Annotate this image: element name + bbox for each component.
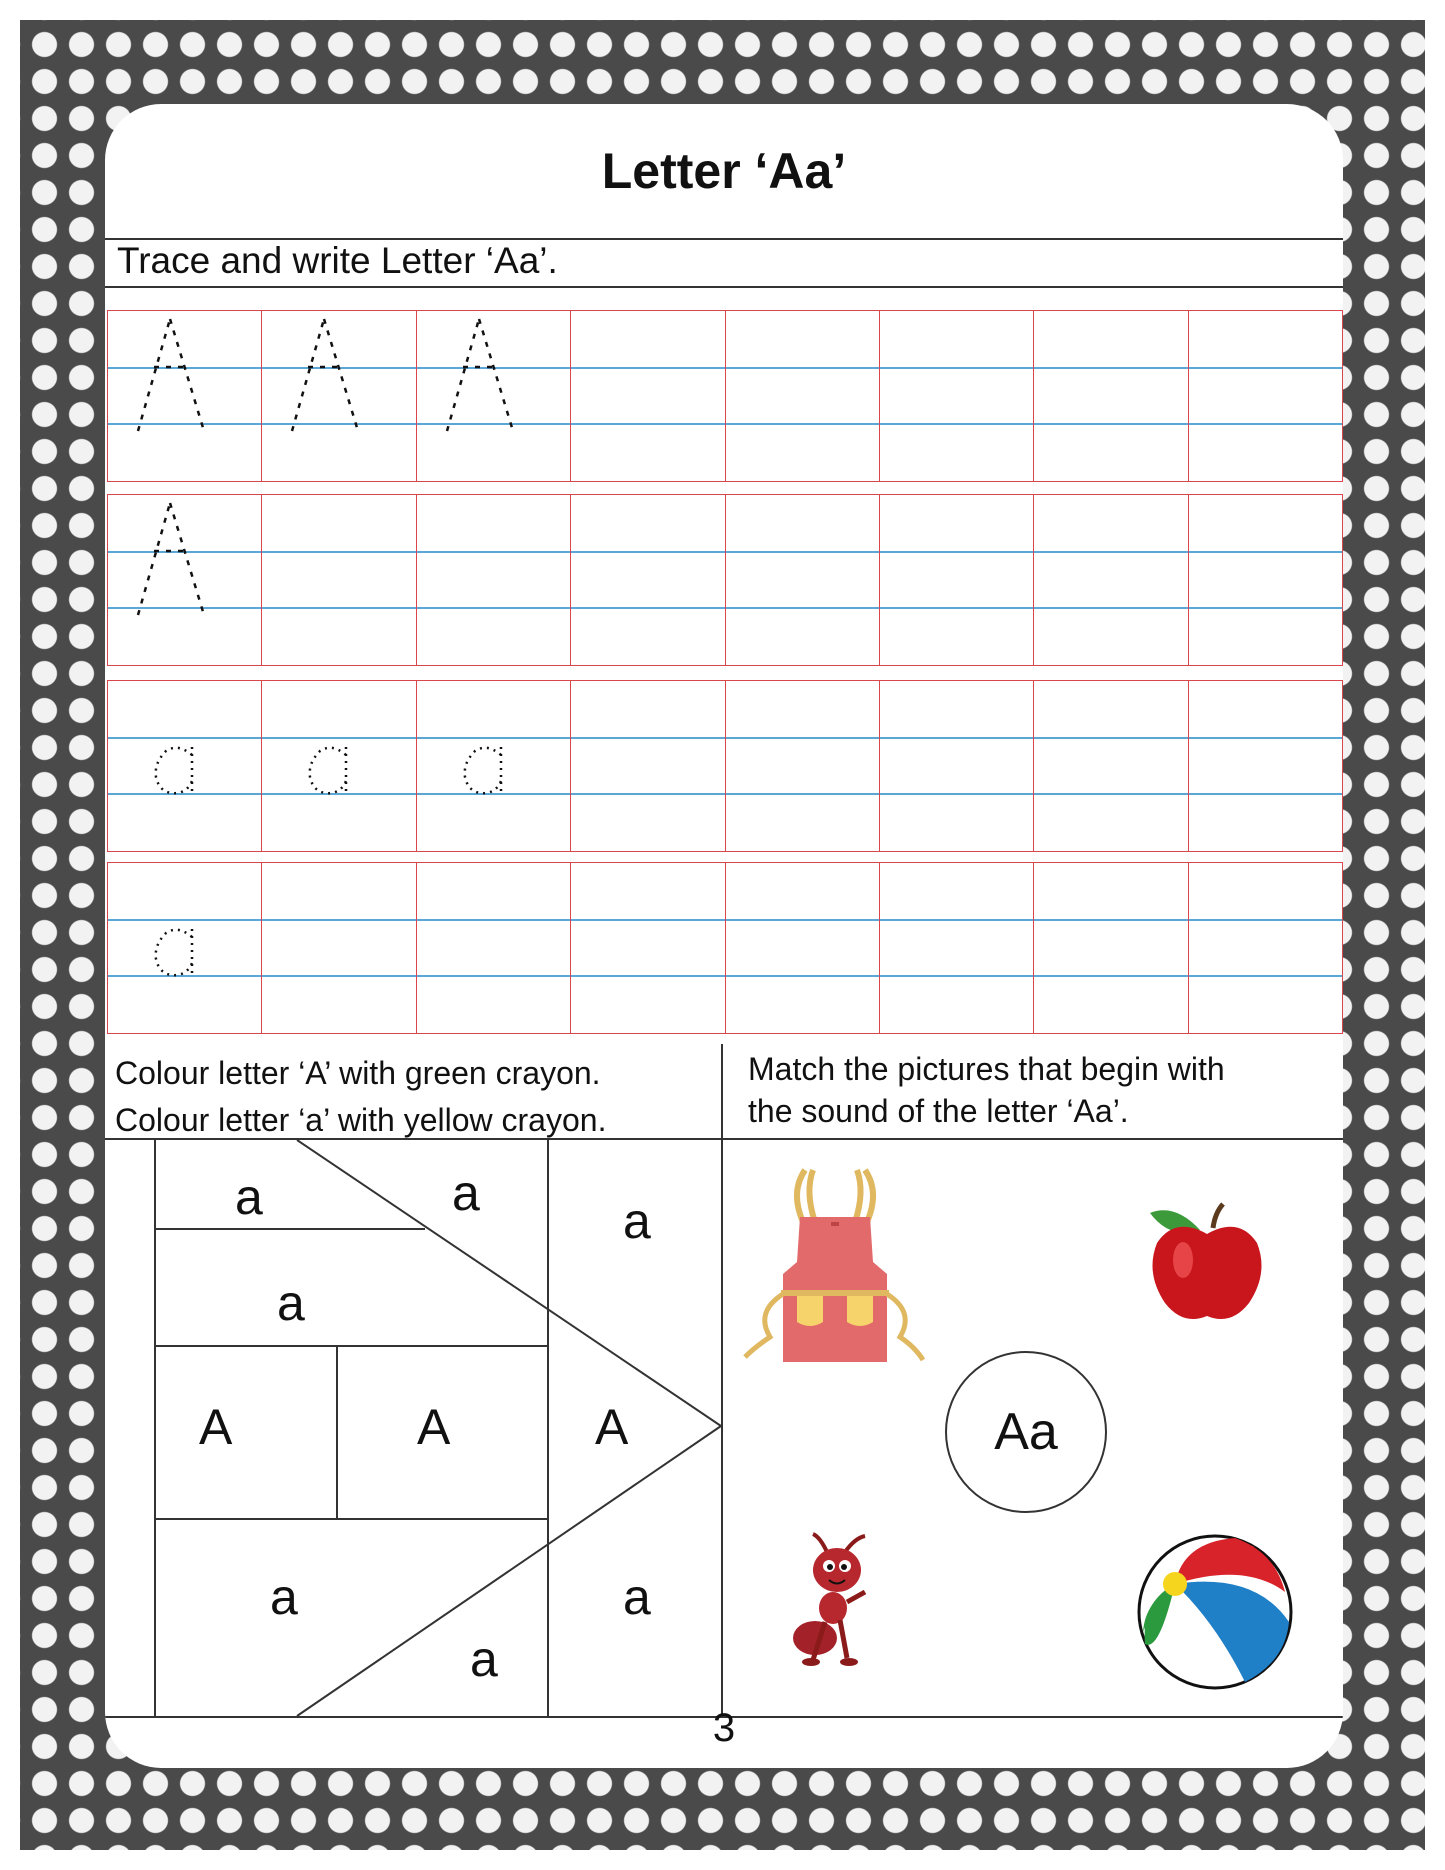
page-number: 3 [712, 1706, 736, 1750]
puzzle-letter[interactable]: a [623, 1569, 651, 1625]
colour-instruction-line: Colour letter ‘a’ with yellow crayon. [115, 1102, 607, 1138]
apron-icon[interactable] [735, 1162, 935, 1372]
puzzle-letter[interactable]: A [199, 1399, 233, 1455]
puzzle-letter[interactable]: a [452, 1165, 480, 1221]
apple-icon[interactable] [1145, 1198, 1270, 1328]
puzzle-letter[interactable]: A [417, 1399, 451, 1455]
aa-center-circle: Aa [945, 1351, 1107, 1513]
match-instruction-line: Match the pictures that begin with [748, 1051, 1225, 1087]
worksheet-card [105, 104, 1343, 1768]
colour-puzzle [105, 104, 1343, 1768]
trace-instruction: Trace and write Letter ‘Aa’. [117, 240, 558, 281]
puzzle-letter[interactable]: a [235, 1169, 263, 1225]
puzzle-letter[interactable]: A [595, 1399, 629, 1455]
puzzle-letter[interactable]: a [277, 1275, 305, 1331]
puzzle-letter[interactable]: a [270, 1569, 298, 1625]
page-title: Letter ‘Aa’ [601, 143, 847, 199]
ant-icon[interactable] [785, 1532, 885, 1672]
puzzle-letter[interactable]: a [623, 1193, 651, 1249]
colour-instruction-line: Colour letter ‘A’ with green crayon. [115, 1055, 601, 1091]
ball-icon[interactable] [1135, 1532, 1295, 1692]
match-instruction-line: the sound of the letter ‘Aa’. [748, 1093, 1129, 1129]
puzzle-letter[interactable]: a [470, 1631, 498, 1687]
